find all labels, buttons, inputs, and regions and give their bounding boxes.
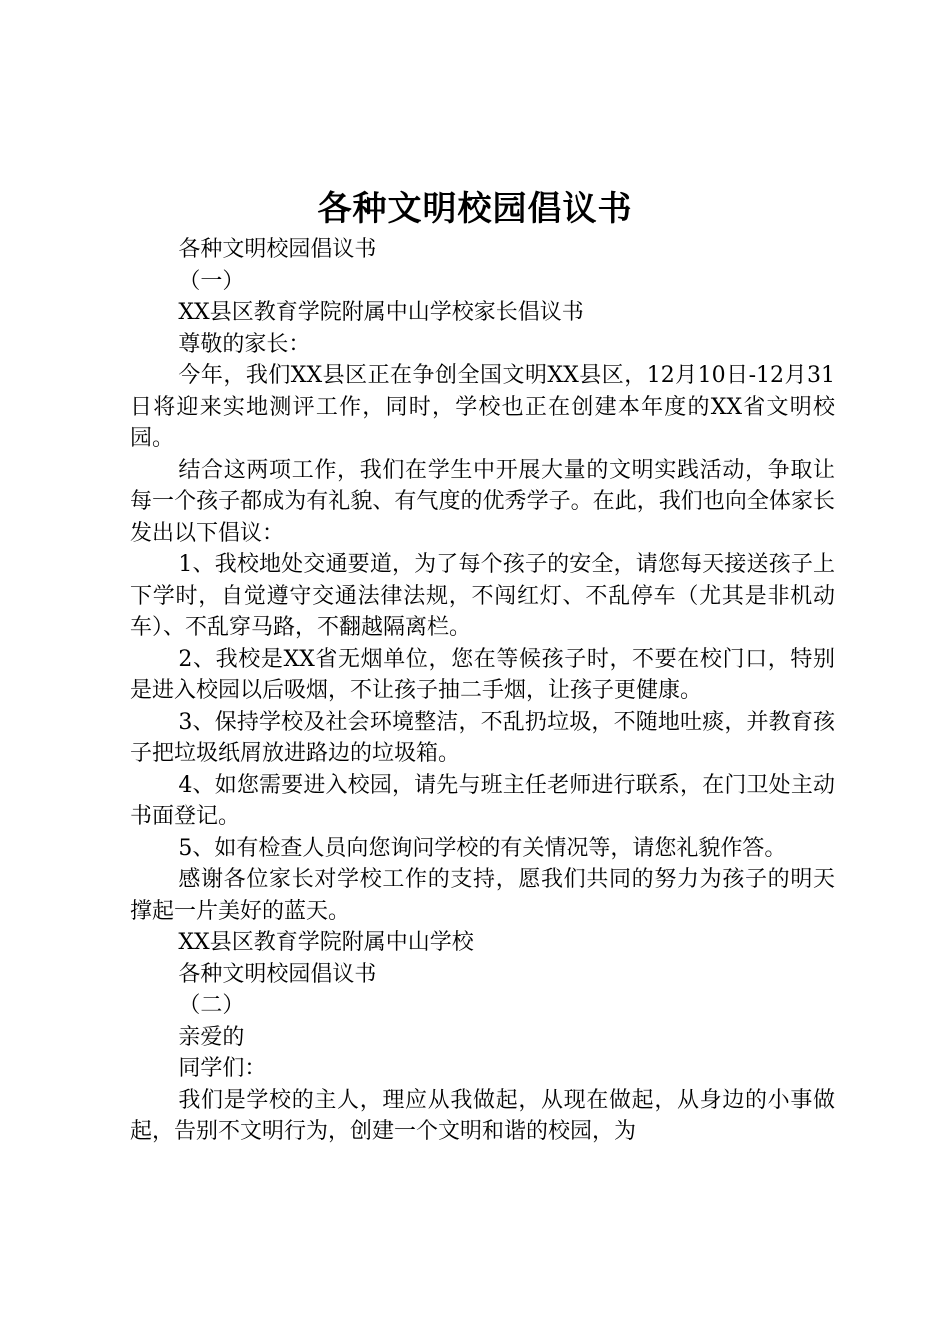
paragraph: 各种文明校园倡议书 (178, 961, 377, 987)
paragraph: 4、如您需要进入校园，请先与班主任老师进行联系，在门卫处主动书面登记。 (130, 772, 835, 829)
paragraph: 结合这两项工作，我们在学生中开展大量的文明实践活动，争取让每一个孩子都成为有礼貌、有气度的优秀学子。在此，我们也向全体家长发出以下倡议： (130, 457, 835, 546)
paragraph: 我们是学校的主人，理应从我做起，从现在做起，从身边的小事做起，告别不文明行为，创建一个文明和谐的校园，为 (130, 1087, 835, 1144)
paragraph: 亲爱的 (178, 1024, 245, 1050)
paragraph: 同学们： (178, 1056, 267, 1081)
paragraph: 今年，我们XX县区正在争创全国文明XX县区，12月10日-12月31日将迎来实地测评工作，同时，学校也正在创建本年度的XX省文明校园。 (130, 363, 835, 451)
paragraph: 尊敬的家长： (178, 331, 311, 357)
paragraph: XX县区教育学院附属中山学校 (178, 930, 474, 955)
paragraph: （一） (178, 268, 245, 294)
paragraph: 2、我校是XX省无烟单位，您在等候孩子时，不要在校门口，特别是进入校园以后吸烟，不让孩子抽二手烟，让孩子更健康。 (130, 646, 835, 703)
paragraph: （二） (178, 993, 245, 1018)
paragraph: 5、如有检查人员向您询问学校的有关情况等，请您礼貌作答。 (178, 835, 787, 861)
document-title: 各种文明校园倡议书 (317, 189, 633, 229)
paragraph: XX县区教育学院附属中山学校家长倡议书 (178, 300, 584, 325)
paragraph: 3、保持学校及社会环境整洁，不乱扔垃圾，不随地吐痰，并教育孩子把垃圾纸屑放进路边的垃圾箱。 (130, 709, 835, 766)
paragraph: 1、我校地处交通要道，为了每个孩子的安全，请您每天接送孩子上下学时，自觉遵守交通法律法规，不闯红灯、不乱停车（尤其是非机动车）、不乱穿马路，不翻越隔离栏。 (130, 552, 835, 640)
document-body (130, 234, 835, 1148)
paragraph: 感谢各位家长对学校工作的支持，愿我们共同的努力为孩子的明天撑起一片美好的蓝天。 (130, 867, 835, 924)
paragraph: 各种文明校园倡议书 (178, 237, 377, 262)
